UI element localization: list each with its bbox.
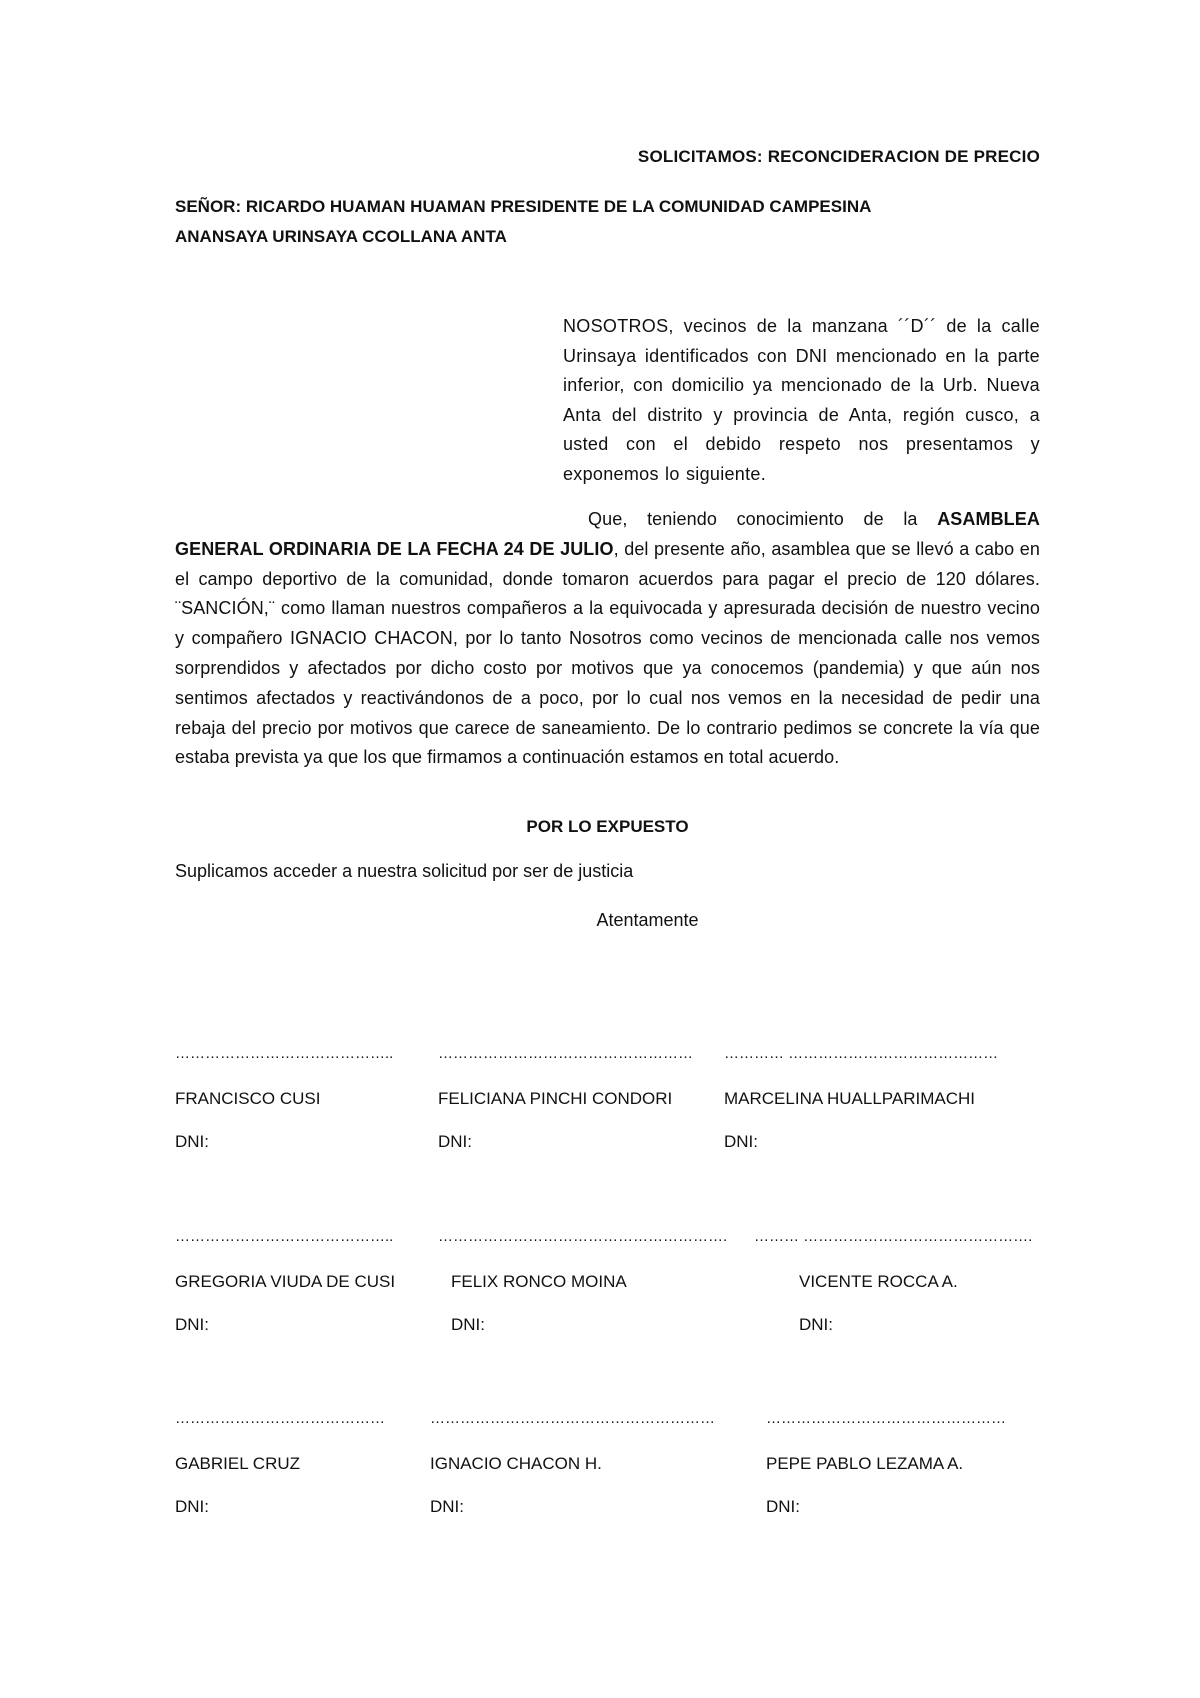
signature-block [724,1045,998,1152]
signature-block [175,1410,385,1517]
signer-name: FRANCISCO CUSI [175,1089,321,1108]
signer-name: FELIX RONCO MOINA [451,1272,627,1291]
signer-dni: DNI: [175,1132,209,1151]
regards-line: Atentamente [596,910,699,930]
signer-dni: DNI: [766,1497,800,1516]
signature-line: ………………………………………………… [430,1410,715,1427]
intro-paragraph: NOSOTROS, vecinos de la manzana ´´D´´ de la calle Urinsaya identificados con DNI mencionado en la parte inferior, con domicilio ya mencionado de la Urb. Nueva Anta del distrito y provincia de Anta, región cusco, a usted con el debido respeto nos presentamos y exponemos lo siguiente. [563,316,1040,484]
signature-line: ………………………………………… [766,1410,1006,1427]
signer-name: GREGORIA VIUDA DE CUSI [175,1272,396,1291]
signer-dni: DNI: [430,1497,464,1516]
signature-block [438,1228,727,1335]
signer-name: PEPE PABLO LEZAMA A. [766,1454,964,1473]
signature-line: …………………………………….. [175,1228,394,1245]
signature-block [175,1045,393,1152]
signer-dni: DNI: [175,1497,209,1516]
closing-heading: POR LO EXPUESTO [526,817,689,836]
body-paragraph [175,505,1040,773]
plea-line: Suplicamos acceder a nuestra solicitud por ser de justicia [175,861,634,881]
addressee-line: SEÑOR: RICARDO HUAMAN HUAMAN PRESIDENTE DE LA COMUNIDAD CAMPESINA [175,197,872,216]
body-rest-text: , del presente año, asamblea que se llevó a cabo en el campo deportivo de la comunidad, donde tomaron acuerdos para pagar el precio de 120 dólares. ¨SANCIÓN,¨ como llaman nuestros compañeros a la equivocada y apresurada decisión de nuestro vecino y compañero IGNACIO CHACON, por lo tanto Nosotros como vecinos de mencionada calle nos vemos sorprendidos y afectados por dicho costo por motivos que ya conocemos (pandemia) y que aún nos sentimos afectados y reactivándonos de a poco, por lo cual nos vemos en la necesidad de pedir una rebaja del precio por motivos que carece de saneamiento. De lo contrario pedimos se concrete la vía que estaba prevista ya que los que firmamos a continuación estamos en total acuerdo. [175,538,1040,768]
signature-block [175,1228,395,1335]
signature-line: …………………………………… [175,1410,385,1427]
body-bold-text: ASAMBLEA GENERAL ORDINARIA DE LA FECHA 24 DE JULIO [175,509,1040,559]
signature-line: ………… …………………………………… [724,1045,999,1062]
signature-line: …………………………………………………. [438,1228,728,1245]
signer-dni: DNI: [724,1132,758,1151]
signer-dni: DNI: [451,1315,485,1334]
signer-dni: DNI: [799,1315,833,1334]
signer-name: VICENTE ROCCA A. [799,1272,958,1291]
signer-name: IGNACIO CHACON H. [430,1454,602,1473]
subject-line: SOLICITAMOS: RECONCIDERACION DE PRECIO [637,147,1040,166]
signer-name: MARCELINA HUALLPARIMACHI [724,1089,975,1108]
signature-line: …………………………………….. [175,1045,394,1062]
addressee-line: ANANSAYA URINSAYA CCOLLANA ANTA [175,227,507,246]
signature-block [766,1410,1006,1517]
signer-dni: DNI: [438,1132,472,1151]
signature-line: ……… ………………………………………. [754,1228,1033,1245]
signer-name: FELICIANA PINCHI CONDORI [438,1089,673,1108]
signature-line: …………………………………………… [438,1045,693,1062]
addressee-block [175,192,1045,252]
signature-block [754,1228,1032,1335]
signer-name: GABRIEL CRUZ [175,1454,301,1473]
signature-block [438,1045,693,1152]
signer-dni: DNI: [175,1315,209,1334]
body-lead-text: Que, teniendo conocimiento de la [588,509,938,529]
signature-block [430,1410,715,1517]
